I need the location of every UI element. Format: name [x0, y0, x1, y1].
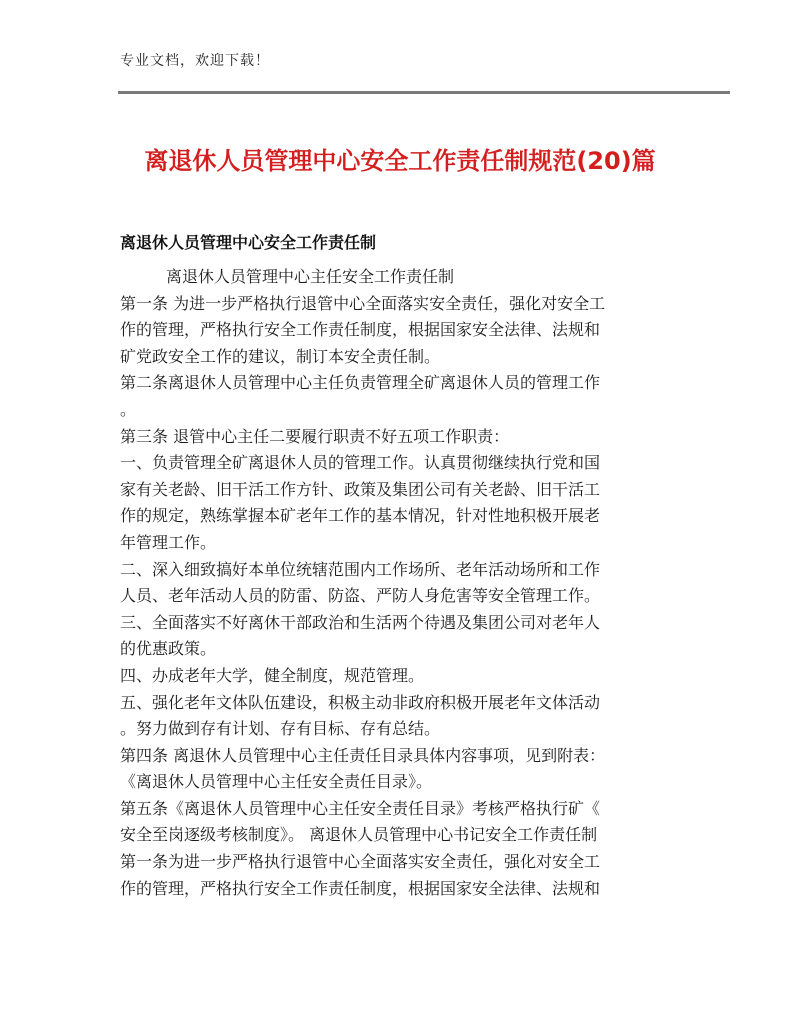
document-title: 离退休人员管理中心安全工作责任制规范(20)篇 — [144, 147, 656, 175]
page-header-text: 专业文档，欢迎下载！ — [120, 53, 270, 69]
body-line: 第三条 退管中心主任二要履行职责不好五项工作职责： — [120, 426, 510, 446]
section-title: 离退休人员管理中心安全工作责任制 — [120, 233, 377, 252]
body-line: 。 — [120, 399, 137, 419]
body-line: 作的管理，严格执行安全工作责任制度，根据国家安全法律、法规和 — [120, 878, 601, 898]
body-line: 《离退休人员管理中心主任安全责任目录》。 — [120, 772, 433, 792]
body-line: 的优惠政策。 — [120, 639, 217, 659]
body-line: 四、办成老年大学，健全制度，规范管理。 — [120, 665, 425, 685]
body-line: 第二条离退休人员管理中心主任负责管理全矿离退休人员的管理工作 — [120, 373, 601, 393]
body-line: 第五条《离退休人员管理中心主任安全责任目录》考核严格执行矿《 — [120, 798, 601, 818]
body-line: 作的管理，严格执行安全工作责任制度，根据国家安全法律、法规和 — [120, 320, 601, 340]
body-line: 安全至岗逐级考核制度》。 离退休人员管理中心书记安全工作责任制 — [120, 825, 598, 845]
document-body — [120, 264, 690, 902]
body-line: 三、全面落实不好离休干部政治和生活两个待遇及集团公司对老年人 — [120, 612, 601, 632]
body-line: 第一条 为进一步严格执行退管中心全面落实安全责任，强化对安全工 — [120, 293, 606, 313]
body-line: 矿党政安全工作的建议，制订本安全责任制。 — [120, 346, 441, 366]
body-line: 家有关老龄、旧干活工作方针、政策及集团公司有关老龄、旧干活工 — [120, 479, 601, 499]
body-line: 作的规定，熟练掌握本矿老年工作的基本情况，针对性地积极开展老 — [120, 506, 601, 526]
body-line: 一、负责管理全矿离退休人员的管理工作。认真贯彻继续执行党和国 — [120, 453, 601, 473]
body-line: 。努力做到存有计划、存有目标、存有总结。 — [120, 719, 441, 739]
body-line: 年管理工作。 — [120, 532, 217, 552]
header-divider — [118, 91, 730, 94]
body-line: 第四条 离退休人员管理中心主任责任目录具体内容事项，见到附表： — [120, 745, 606, 765]
body-line: 五、强化老年文体队伍建设，积极主动非政府积极开展老年文体活动 — [120, 692, 601, 712]
body-line: 第一条为进一步严格执行退管中心全面落实安全责任，强化对安全工 — [120, 852, 601, 872]
body-line: 离退休人员管理中心主任安全工作责任制 — [166, 267, 455, 286]
body-line: 二、深入细致搞好本单位统辖范围内工作场所、老年活动场所和工作 — [120, 559, 601, 579]
body-line: 人员、老年活动人员的防雷、防盗、严防人身危害等安全管理工作。 — [120, 586, 601, 606]
